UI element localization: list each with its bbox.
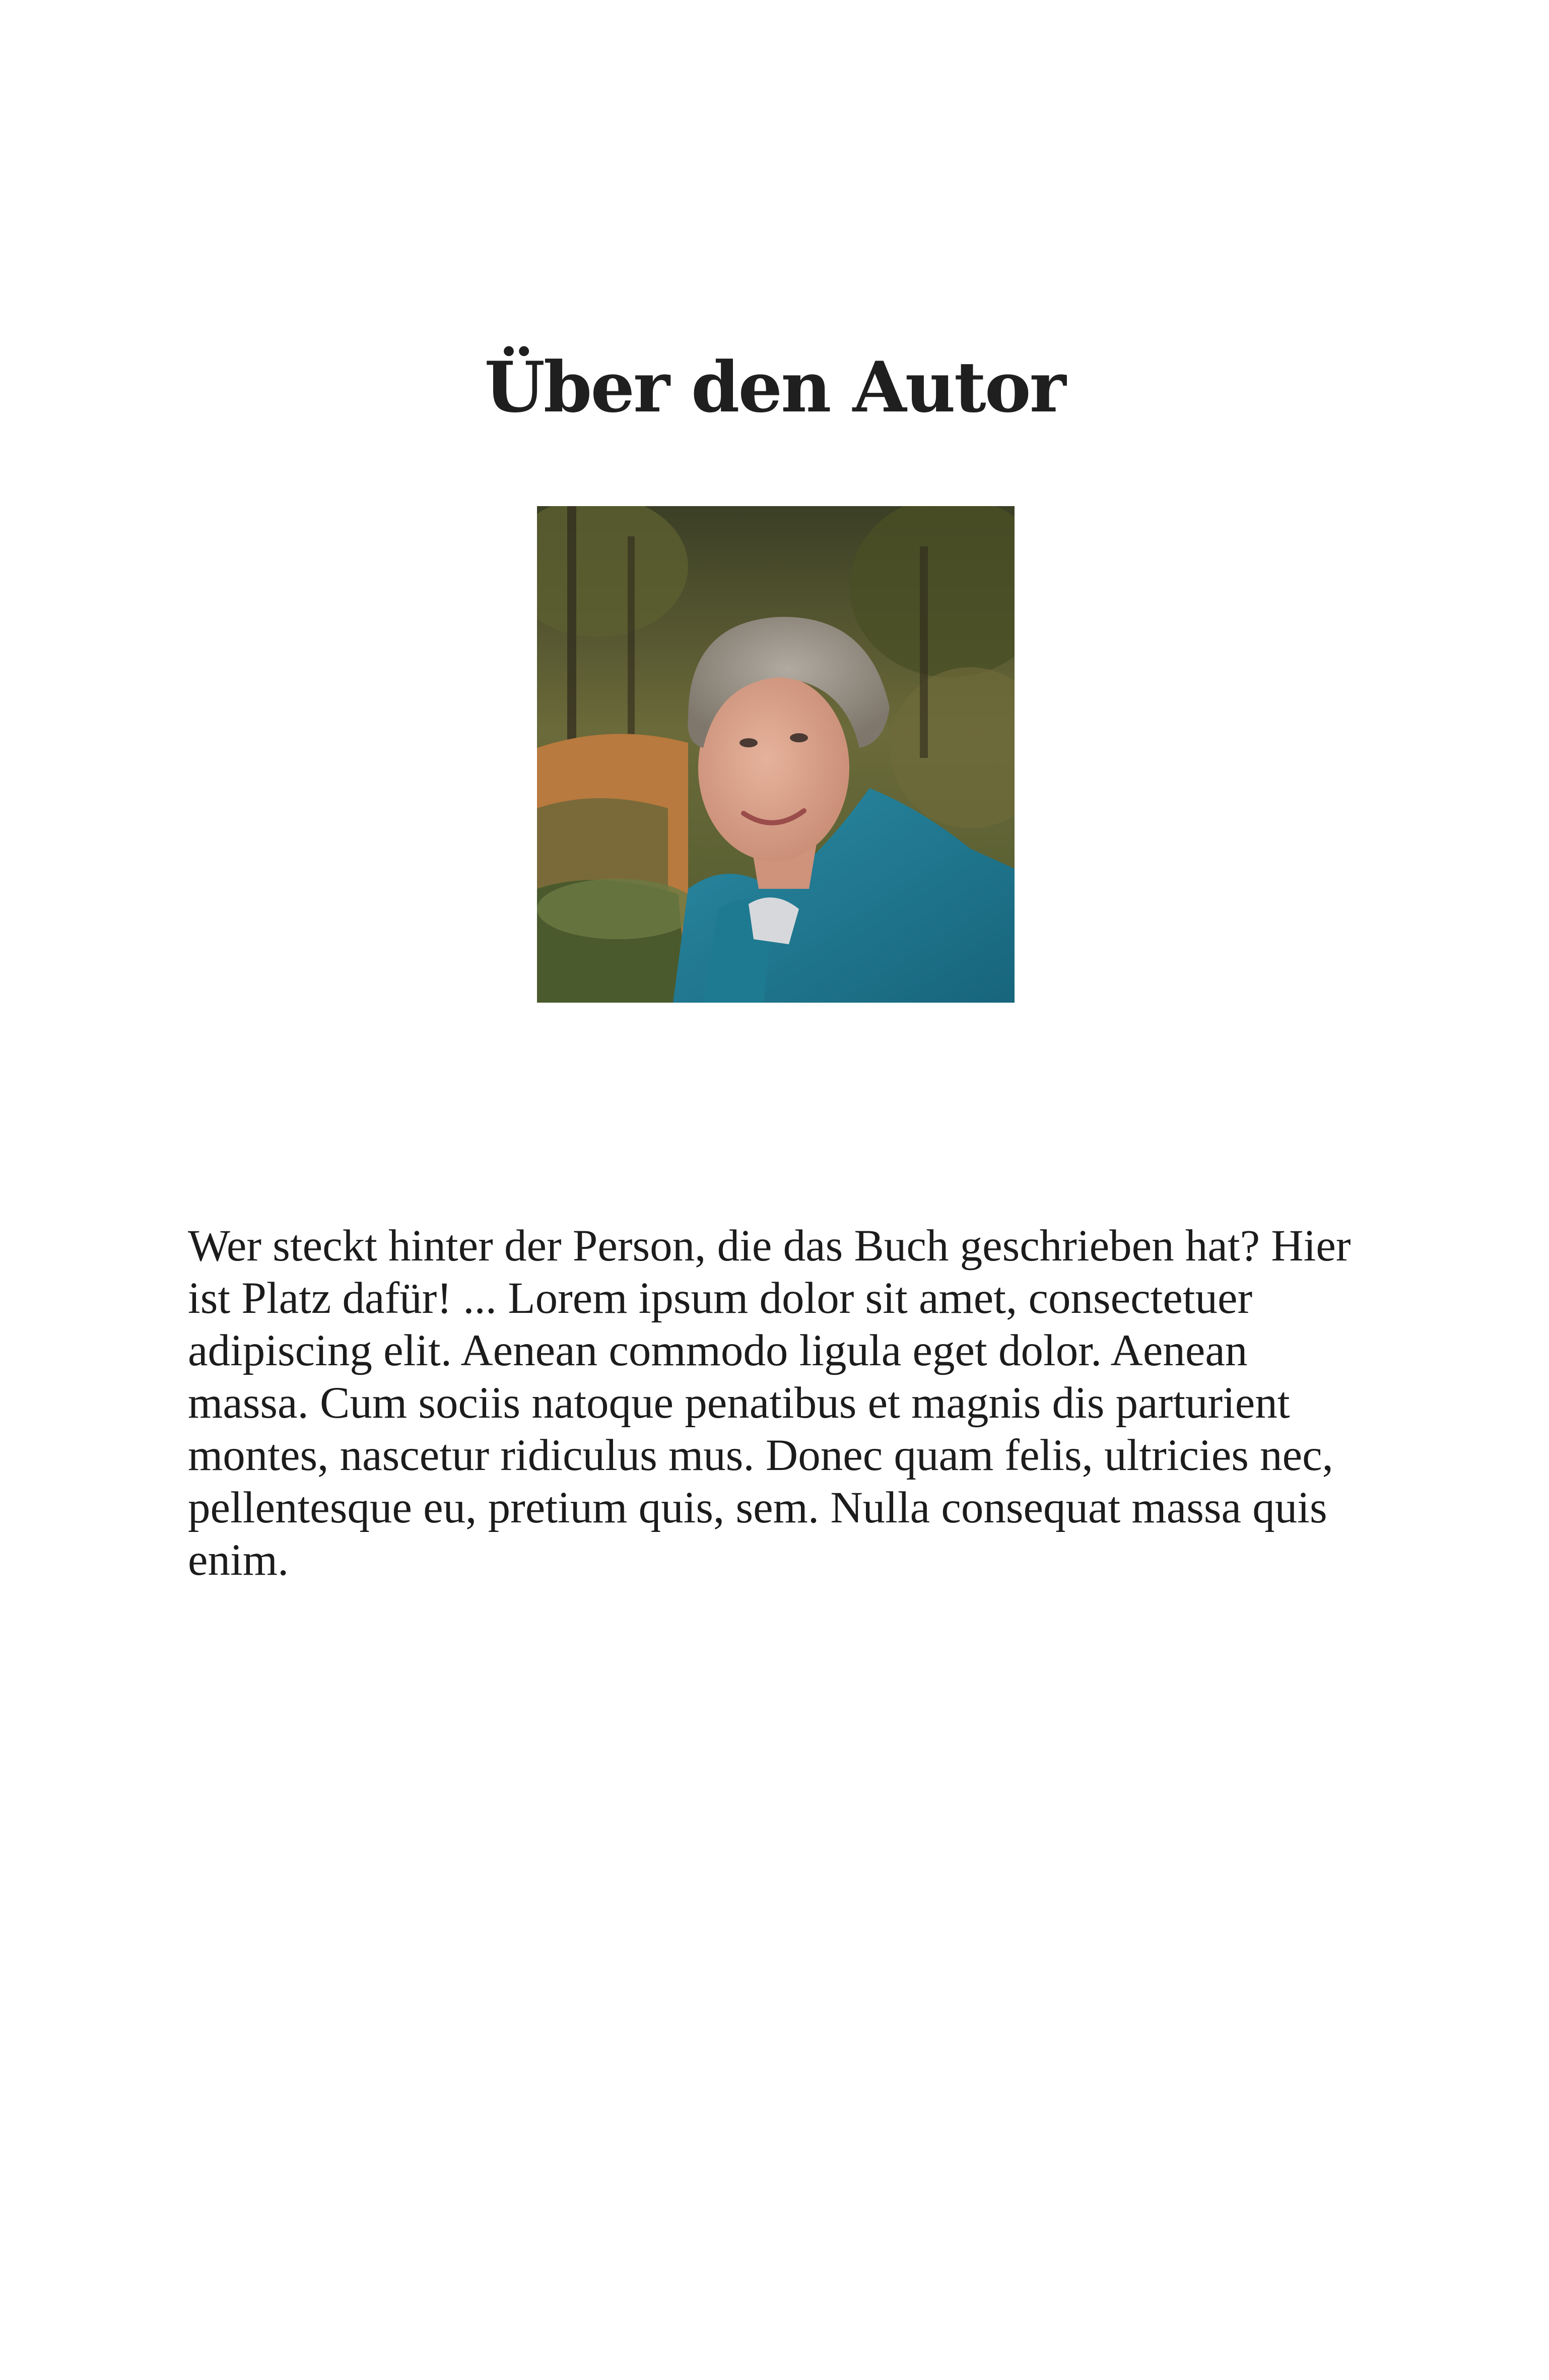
page-title: Über den Autor bbox=[484, 346, 1065, 428]
author-bio: Wer steckt hinter der Person, die das Buch geschrieben hat? Hier ist Platz dafür! ... Lorem ipsum dolor sit amet, consectetuer adipiscing elit. Aenean commodo ligula eget dolor. Aenean massa. Cum sociis natoque penatibus et magnis dis parturient montes, nascetur ridiculus mus. Donec quam felis, ultricies nec, pellentesque eu, pretium quis, sem. Nulla consequat massa quis enim. bbox=[188, 1221, 1351, 1585]
author-portrait-icon bbox=[537, 506, 1015, 1003]
author-photo bbox=[537, 506, 1015, 1003]
